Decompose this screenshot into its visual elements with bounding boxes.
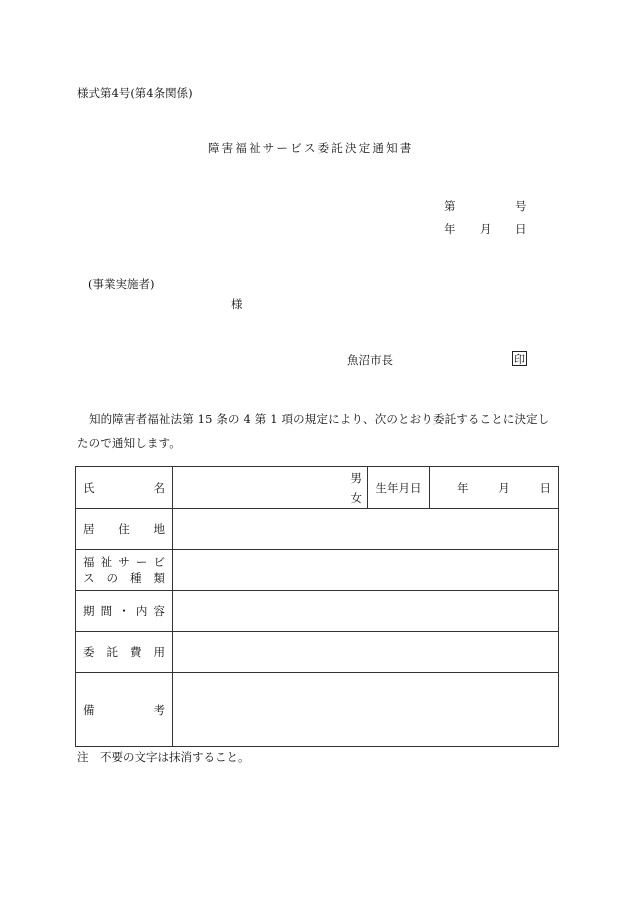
remarks-label-char: 考 [153,702,165,717]
period-value-cell[interactable] [173,591,559,632]
table-row-fee [76,632,559,673]
residence-label-char: 地 [153,522,165,536]
date-day-label: 日 [515,222,527,236]
document-title: 障害福祉サービス委託決定通知書 [208,141,414,155]
service-label-char: ス [83,571,95,585]
fee-label-char: 用 [153,645,165,659]
seal-stamp-icon: 印 [514,353,525,366]
doc-number-suffix: 号 [515,199,527,213]
footnote: 注 不要の文字は抹消すること。 [77,750,250,764]
birthdate-value-cell[interactable] [430,467,559,509]
service-label-char: 祉 [100,555,113,569]
doc-number-prefix: 第 [444,199,456,213]
residence-label-char: 住 [118,522,130,536]
residence-label-cell [76,509,173,550]
service-label-char: の [106,571,118,585]
period-label-char: 間 [100,604,113,618]
date-year-label: 年 [444,222,456,236]
birthdate-day-unit: 日 [539,480,551,495]
application-details-table [75,466,559,747]
name-label-char: 氏 [83,480,95,495]
fee-label-cell [76,632,173,673]
residence-label-char: 居 [83,522,95,536]
service-label-char: 類 [153,571,165,585]
service-type-value-cell[interactable] [173,550,559,591]
form-number: 様式第4号(第4条関係) [77,86,193,100]
period-label-char: ・ [118,604,130,618]
fee-label-char: 託 [106,645,118,659]
fee-label-char: 委 [83,645,95,659]
table-row-name [76,467,559,509]
fee-label-char: 費 [130,645,142,659]
table-row-service-type [76,550,559,591]
service-label-char: サ [118,555,130,569]
table-row-residence [76,509,559,550]
issuer-name: 魚沼市長 [347,353,393,367]
recipient-label: (事業実施者) [88,277,155,291]
date-month-label: 月 [480,222,492,236]
birthdate-label: 生年月日 [368,467,430,509]
table-row-remarks [76,673,559,747]
name-label-cell [76,467,173,509]
period-label-char: 容 [153,604,165,618]
name-label-char: 名 [153,480,165,495]
service-type-label-cell [76,550,173,591]
birthdate-year-unit: 年 [457,480,469,495]
name-sex-cell[interactable] [173,467,368,509]
remarks-label-cell [76,673,173,747]
fee-value-cell[interactable] [173,632,559,673]
service-label-char: ー [135,555,148,569]
birthdate-month-unit: 月 [498,480,510,495]
sex-male-option: 男 [350,470,362,485]
remarks-value-cell[interactable] [173,673,559,747]
period-label-char: 期 [83,604,95,618]
sex-female-option: 女 [350,490,362,505]
service-label-char: 種 [130,571,142,585]
period-label-cell [76,591,173,632]
notice-body-text: 知的障害者福祉法第 15 条の 4 第 1 項の規定により、次のとおり委託することに決定したので通知します。 [77,412,550,450]
residence-value-cell[interactable] [173,509,559,550]
service-label-char: ビ [153,555,165,569]
service-label-char: 福 [83,555,95,569]
remarks-label-char: 備 [83,702,95,717]
table-row-period [76,591,559,632]
recipient-honorific: 様 [231,297,243,311]
period-label-char: 内 [135,604,148,618]
